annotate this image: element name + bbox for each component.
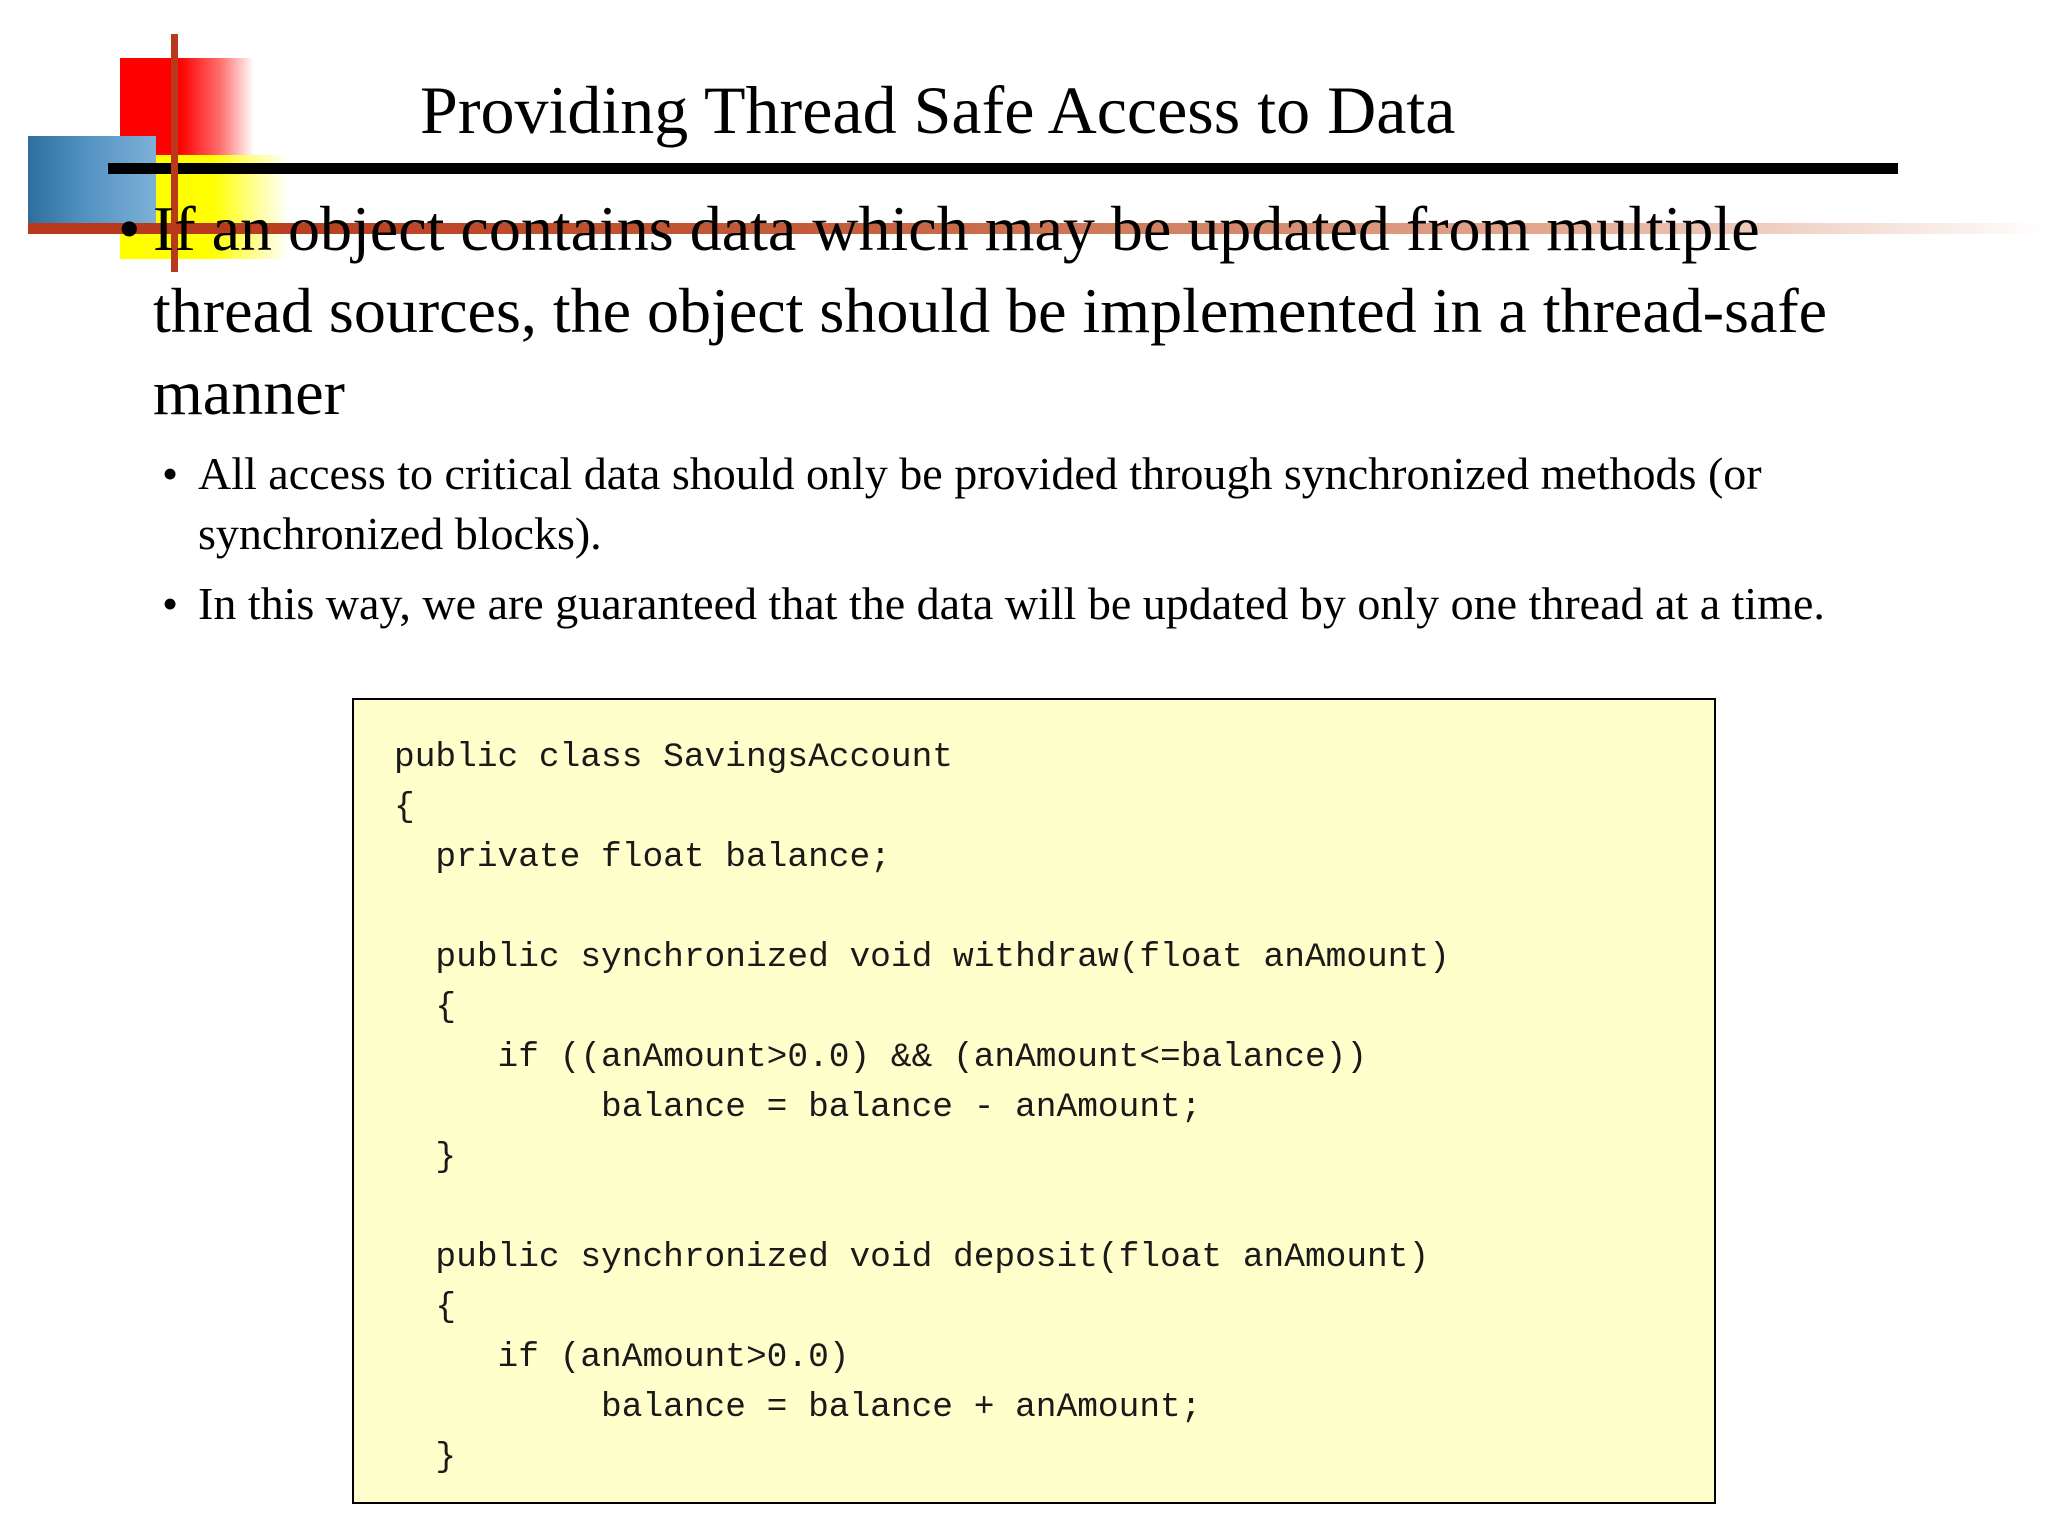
code-line: private float balance;	[394, 838, 891, 877]
code-line: }	[394, 1438, 457, 1477]
code-line: {	[394, 988, 457, 1027]
sub-bullet	[162, 574, 1922, 634]
code-line: if (anAmount>0.0)	[394, 1338, 850, 1377]
code-line: public class SavingsAccount	[394, 738, 953, 777]
main-bullet	[118, 188, 1918, 434]
main-bullet-text: If an object contains data which may be updated from multiple thread sources, the object should be implemented in a thread-safe manner	[153, 193, 1828, 428]
code-line: {	[394, 1288, 457, 1327]
sub-bullet-text: In this way, we are guaranteed that the data will be updated by only one thread at a time.	[198, 578, 1825, 629]
code-line: public synchronized void deposit(float anAmount)	[394, 1238, 1430, 1277]
code-line: {	[394, 788, 415, 827]
code-line: balance = balance - anAmount;	[394, 1088, 1202, 1127]
bullet-marker: •	[162, 578, 179, 629]
code-line: if ((anAmount>0.0) && (anAmount<=balance))	[394, 1038, 1368, 1077]
sub-bullet	[162, 444, 1922, 564]
sub-bullet-text: All access to critical data should only be provided through synchronized methods (or synchronized blocks).	[198, 448, 1762, 559]
bullet-marker: •	[162, 448, 179, 499]
code-line: public synchronized void withdraw(float anAmount)	[394, 938, 1450, 977]
slide-title: Providing Thread Safe Access to Data	[420, 72, 1456, 148]
title-underline-bar	[108, 163, 1898, 174]
code-example-box	[352, 698, 1716, 1504]
code-line: balance = balance + anAmount;	[394, 1388, 1202, 1427]
bullet-marker: •	[118, 193, 141, 264]
code-line: }	[394, 1138, 457, 1177]
